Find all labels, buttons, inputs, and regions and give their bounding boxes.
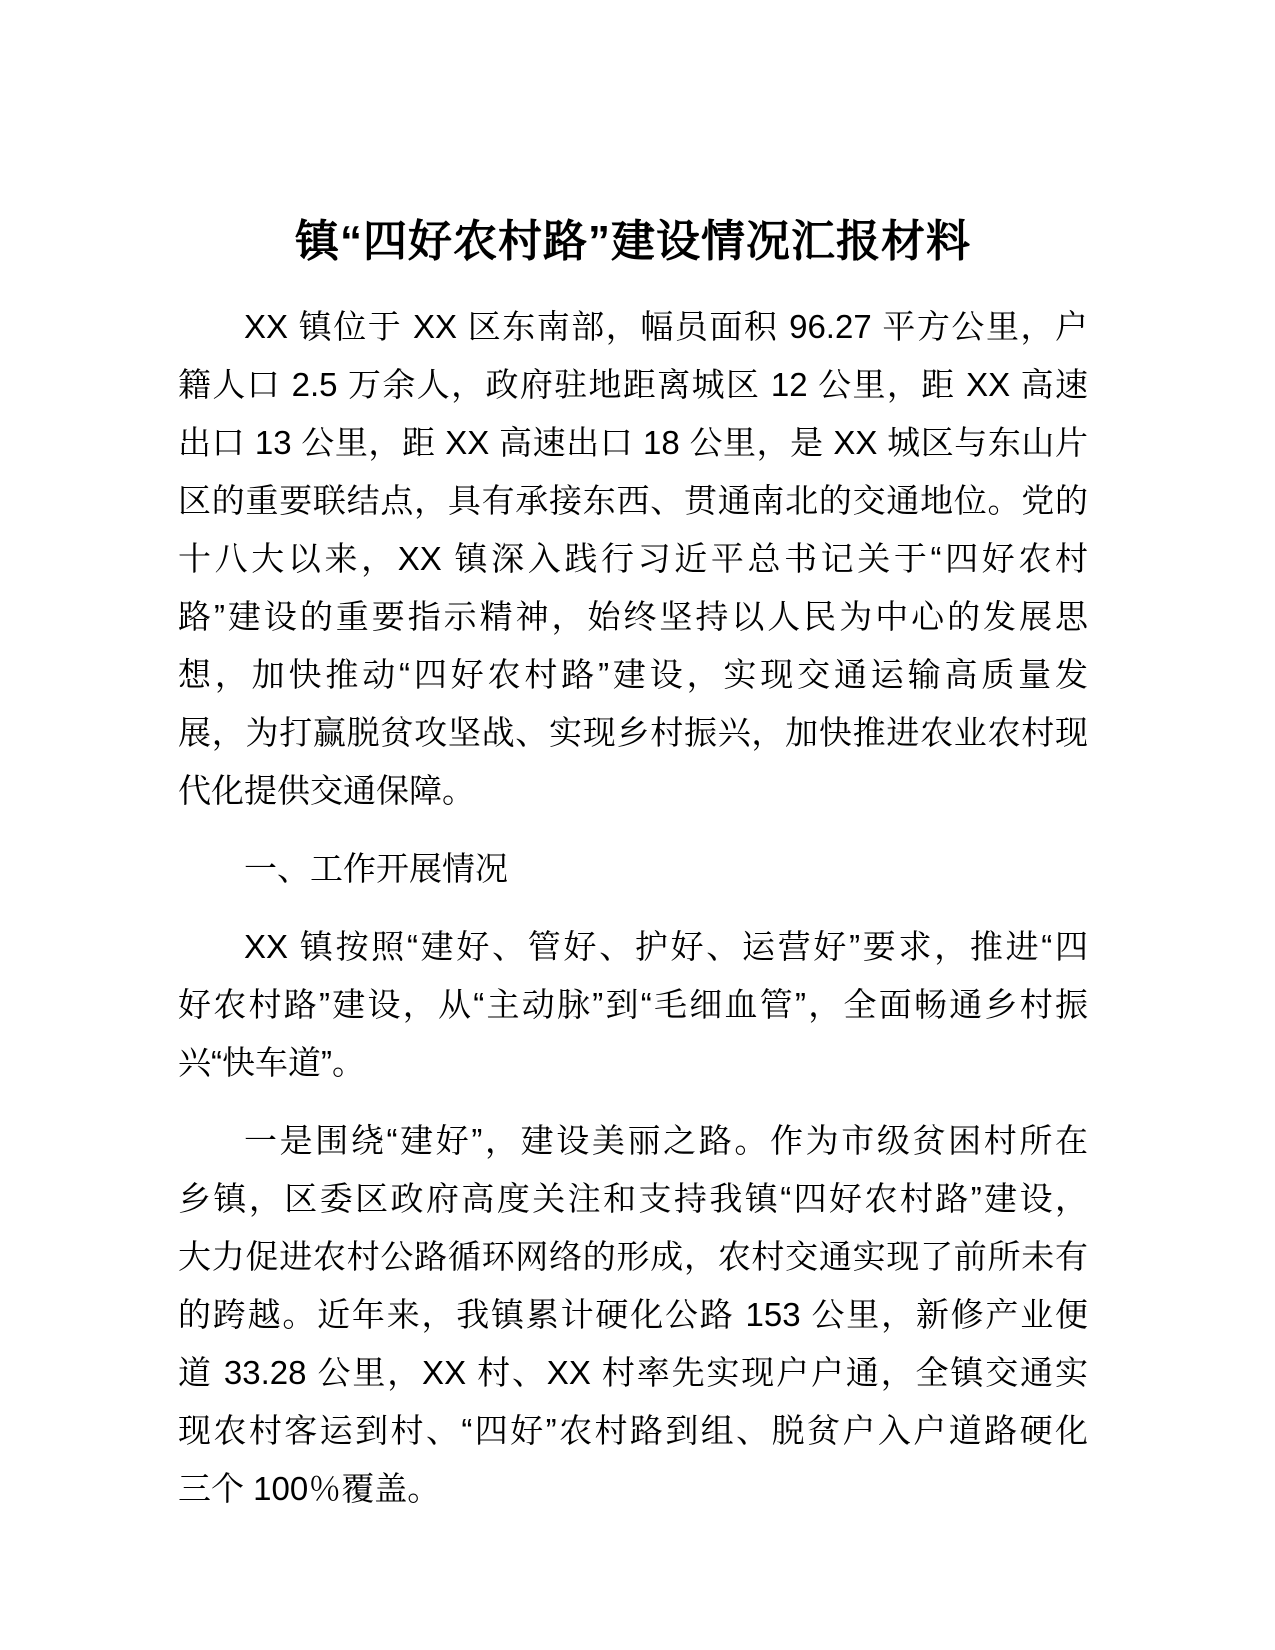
text-line: 想，加快推动“四好农村路”建设，实现交通运输高质量发 (178, 656, 1088, 693)
text-line: 一、工作开展情况 (244, 850, 508, 887)
text-line: 好农村路”建设，从“主动脉”到“毛细血管”，全面畅通乡村振 (178, 986, 1088, 1023)
paragraph (178, 298, 1088, 820)
text-line: 的跨越。近年来，我镇累计硬化公路 153 公里，新修产业便 (178, 1296, 1088, 1333)
text-line: 一是围绕“建好”，建设美丽之路。作为市级贫困村所在 (244, 1122, 1088, 1159)
text-line: 代化提供交通保障。 (178, 772, 475, 809)
text-line: 路”建设的重要指示精神，始终坚持以人民为中心的发展思 (178, 598, 1088, 635)
text-line: 大力促进农村公路循环网络的形成，农村交通实现了前所未有 (178, 1238, 1088, 1275)
text-line: XX 镇位于 XX 区东南部，幅员面积 96.27 平方公里，户 (244, 308, 1088, 345)
text-line: 出口 13 公里，距 XX 高速出口 18 公里，是 XX 城区与东山片 (178, 424, 1088, 461)
document-body (178, 298, 1088, 1518)
text-line: 籍人口 2.5 万余人，政府驻地距离城区 12 公里，距 XX 高速 (178, 366, 1088, 403)
document-title: 镇“四好农村路”建设情况汇报材料 (295, 217, 971, 266)
text-line: 三个 100％覆盖。 (178, 1470, 441, 1507)
text-line: 兴“快车道”。 (178, 1044, 365, 1081)
text-line: XX 镇按照“建好、管好、护好、运营好”要求，推进“四 (244, 928, 1088, 965)
text-line: 道 33.28 公里，XX 村、XX 村率先实现户户通，全镇交通实 (178, 1354, 1088, 1391)
text-line: 乡镇，区委区政府高度关注和支持我镇“四好农村路”建设， (178, 1180, 1088, 1217)
document-content (178, 212, 1088, 1538)
text-line: 展，为打赢脱贫攻坚战、实现乡村振兴，加快推进农业农村现 (178, 714, 1088, 751)
text-line: 区的重要联结点，具有承接东西、贯通南北的交通地位。党的 (178, 482, 1088, 519)
text-line: 十八大以来，XX 镇深入践行习近平总书记关于“四好农村 (178, 540, 1088, 577)
section-heading (178, 840, 1088, 898)
paragraph (178, 918, 1088, 1092)
paragraph (178, 1112, 1088, 1518)
text-line: 现农村客运到村、“四好”农村路到组、脱贫户入户道路硬化 (178, 1412, 1088, 1449)
